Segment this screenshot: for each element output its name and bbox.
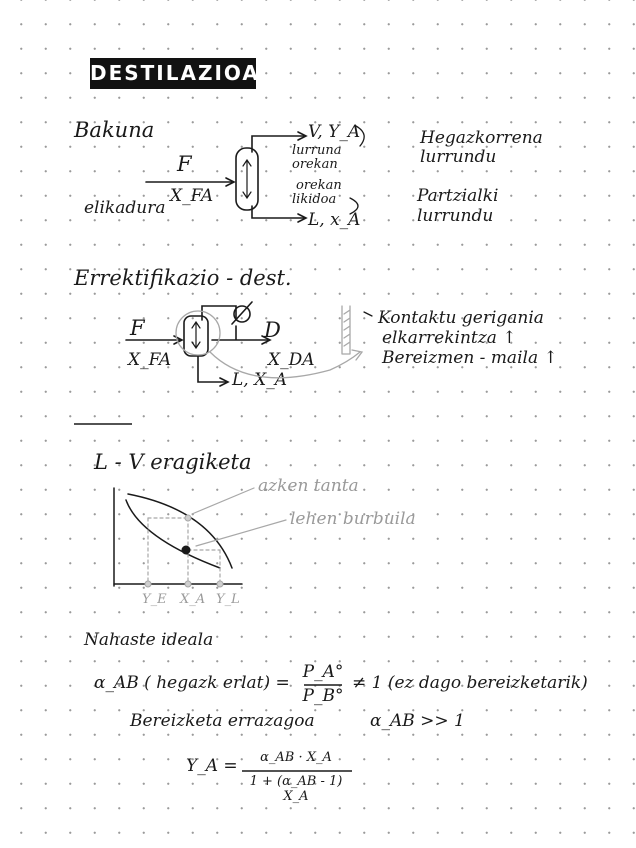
rect-bottom-output: L, X_A bbox=[232, 370, 287, 390]
simple-liquid-output: L, x_A bbox=[308, 210, 361, 230]
lv-label-first-bubble: lehen burbuila bbox=[290, 509, 416, 529]
ya-equation-denominator: 1 + (α_AB - 1) X_A bbox=[249, 774, 343, 804]
simple-liquid-line bbox=[252, 206, 304, 218]
simple-note-partial-2: lurrundu bbox=[417, 206, 494, 226]
lv-bubble-curve bbox=[126, 500, 220, 568]
rect-feed-label: F bbox=[130, 316, 145, 340]
simple-vapor-note-2: orekan bbox=[292, 157, 338, 172]
rect-highlight-arrow bbox=[210, 352, 360, 378]
rect-feed-composition: X_FA bbox=[128, 350, 172, 370]
simple-vapor-line bbox=[252, 136, 304, 152]
lv-last-drop-point bbox=[185, 515, 191, 521]
lv-yl-marker bbox=[217, 581, 223, 587]
alpha-fraction-denominator: P_B° bbox=[302, 686, 344, 706]
simple-liquid-note-1: orekan bbox=[296, 178, 342, 193]
simple-note-volatile-1: Hegazkorrena bbox=[420, 128, 543, 148]
rect-note-interaction: elkarrekintza ↑ bbox=[382, 328, 517, 348]
ideal-mixture-heading: Nahaste ideala bbox=[84, 630, 214, 650]
rect-note-separation: Bereizmen - maila ↑ bbox=[382, 348, 558, 368]
equation-fraction-bars bbox=[242, 685, 352, 771]
simple-vapor-note-1: lurruna bbox=[292, 143, 342, 158]
alpha-definition-lhs: α_AB ( hegazk erlat) = bbox=[94, 673, 290, 693]
rect-distillate-label: D bbox=[264, 318, 281, 342]
simple-note-partial-1: Partzialki bbox=[417, 186, 499, 206]
rectification-heading: Errektifikazio - dest. bbox=[74, 266, 292, 290]
lv-operating-point bbox=[182, 546, 190, 554]
simple-vapor-output: V, Y_A bbox=[308, 122, 361, 142]
lv-tick-yl: Y_L bbox=[216, 592, 240, 607]
separation-text: Bereizketa errazagoa bbox=[130, 711, 315, 731]
lv-ye-marker bbox=[145, 581, 151, 587]
simple-note-volatile-2: lurrundu bbox=[420, 147, 497, 167]
rect-packed-column-sketch bbox=[342, 306, 350, 354]
lv-heading: L - V eragiketa bbox=[94, 450, 252, 474]
rect-note-contact: Kontaktu gerigania bbox=[378, 308, 544, 328]
lv-tick-xa: X_A bbox=[180, 592, 206, 607]
simple-distillation-heading: Bakuna bbox=[74, 118, 155, 142]
rect-column-highlight-circle bbox=[176, 311, 220, 355]
page-title: DESTILAZIOA bbox=[90, 58, 256, 89]
alpha-definition-rhs: ≠ 1 (ez dago bereizketarik) bbox=[352, 673, 588, 693]
ya-equation-numerator: α_AB · X_A bbox=[260, 750, 332, 765]
separation-condition: α_AB >> 1 bbox=[370, 711, 465, 731]
simple-feed-description: elikadura bbox=[84, 198, 166, 218]
lv-tick-ye: Y_E bbox=[142, 592, 167, 607]
lv-xa-marker bbox=[185, 581, 191, 587]
simple-liquid-note-2: likidoa bbox=[292, 192, 337, 207]
rectification-diagram bbox=[126, 302, 270, 386]
lv-label-last-drop: azken tanta bbox=[258, 476, 359, 496]
simple-distillation-diagram bbox=[146, 126, 364, 222]
lv-leader-last-drop bbox=[192, 488, 254, 514]
ya-equation-lhs: Y_A = bbox=[186, 756, 238, 776]
lv-diagram bbox=[114, 488, 286, 587]
simple-feed-composition: X_FA bbox=[170, 186, 214, 206]
simple-feed-label: F bbox=[177, 152, 192, 176]
rect-distillate-composition: X_DA bbox=[268, 350, 315, 370]
lv-dew-curve bbox=[128, 494, 232, 568]
alpha-fraction-numerator: P_A° bbox=[302, 662, 344, 682]
